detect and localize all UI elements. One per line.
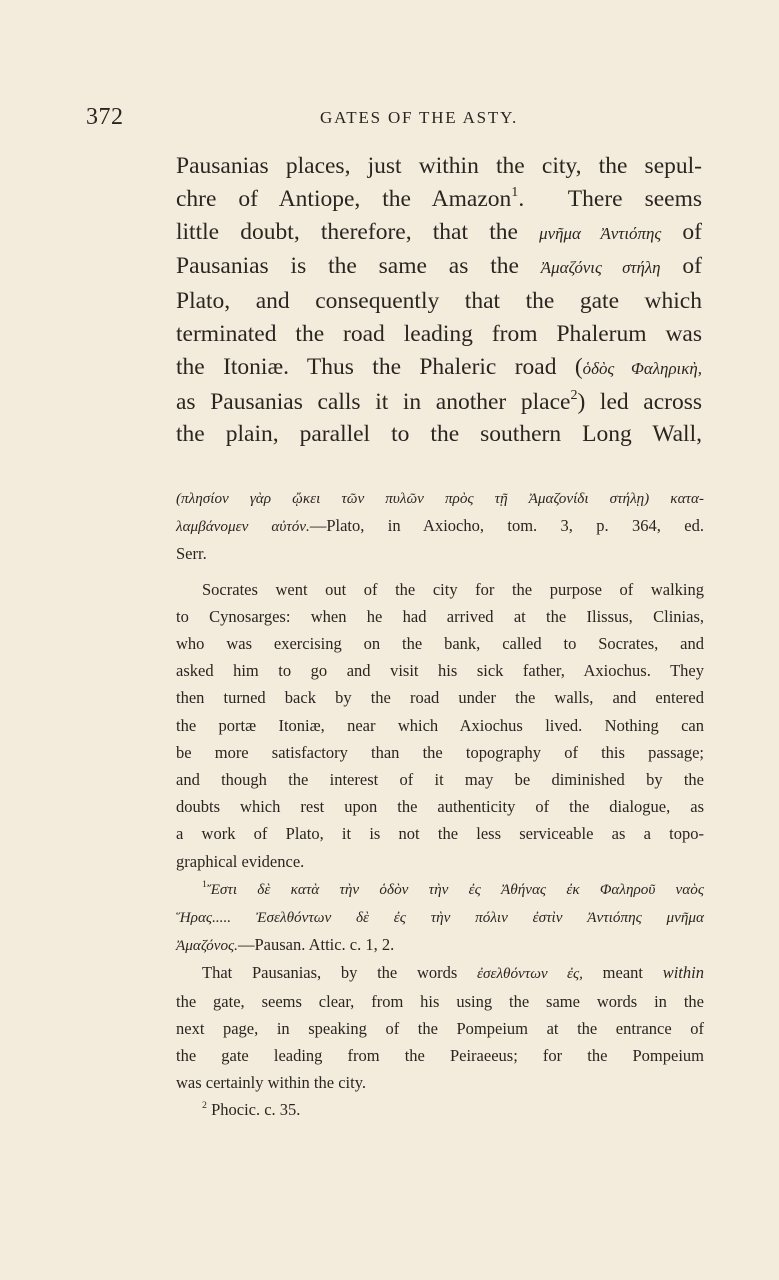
note-line <box>176 484 704 512</box>
note-line: λαμβάνομεν αὐτόν.—Plato, in Axiocho, tom. 3, p. 364, ed. <box>176 516 704 536</box>
note-line: was certainly within the city. <box>176 1073 366 1093</box>
footnote-marker: 2 <box>202 1100 207 1112</box>
greek-text: Ἀμαζόνος. <box>176 937 238 955</box>
main-line: Pausanias is the same as the Ἀμαζόνις στήλη of <box>176 253 702 280</box>
main-line: the plain, parallel to the southern Long Wall, <box>176 421 702 448</box>
note-line: That Pausanias, by the words ἐσελθόντων ἐς, meant within <box>202 963 704 983</box>
main-line: chre of Antiope, the Amazon$^1$. There seems <box>176 183 702 212</box>
note-line <box>176 903 704 931</box>
note-line: $^2$ Phocic. c. 35. <box>202 1100 301 1120</box>
greek-text: ὁδὸς Φαληρικὴ, <box>582 358 702 378</box>
note-line: a work of Plato, it is not the less serviceable as a topo- <box>176 824 704 844</box>
note-line: doubts which rest upon the authenticity of the dialogue, as <box>176 797 704 817</box>
note-line: and though the interest of it may be diminished by the <box>176 770 704 790</box>
footnotes <box>176 484 704 1124</box>
greek-text: λαμβάνομεν αὐτόν. <box>176 518 310 536</box>
main-text <box>176 150 702 451</box>
running-title: GATES OF THE ASTY. <box>320 108 519 127</box>
main-line: Pausanias places, just within the city, the sepul- <box>176 153 702 179</box>
greek-text: Ἥρας..... Ἐσελθόντων δὲ ἐς τὴν πόλιν ἐστὶν Ἀντιόπης μνῆμα <box>176 909 704 927</box>
greek-text: (πλησίον γὰρ ᾤκει τῶν πυλῶν πρὸς τῇ Ἀμαζονίδι στήλῃ) κατα- <box>176 490 704 507</box>
greek-text: Ἀμαζόνις στήλη <box>540 258 661 278</box>
footnote-ref: 1 <box>511 183 519 200</box>
footnote-marker: 1 <box>202 878 207 890</box>
note-line: asked him to go and visit his sick father, Axiochus. They <box>176 661 704 681</box>
page-header <box>86 104 700 134</box>
footnote-ref: 2 <box>570 386 578 403</box>
note-line: then turned back by the road under the walls, and entered <box>176 688 704 708</box>
note-line: Serr. <box>176 544 207 564</box>
note-line <box>176 875 704 903</box>
note-line: next page, in speaking of the Pompeium at the entrance of <box>176 1018 704 1038</box>
note-line: to Cynosarges: when he had arrived at the Ilissus, Clinias, <box>176 606 704 626</box>
note-line: graphical evidence. <box>176 851 305 871</box>
emphasis: within <box>662 963 704 983</box>
note-line: be more satisfactory than the topography of this passage; <box>176 742 704 762</box>
note-line: the gate, seems clear, from his using the same words in the <box>176 991 704 1011</box>
note-line: Ἀμαζόνος.—Pausan. Attic. c. 1, 2. <box>176 935 395 955</box>
main-line: Plato, and consequently that the gate which <box>176 288 702 315</box>
main-line: as Pausanias calls it in another place$^2$) led across <box>176 386 702 415</box>
note-line: the portæ Itoniæ, near which Axiochus lived. Nothing can <box>176 715 704 735</box>
main-line: the Itoniæ. Thus the Phaleric road (ὁδὸς Φαληρικὴ, <box>176 353 702 380</box>
note-line: who was exercising on the bank, called to Socrates, and <box>176 634 704 654</box>
greek-text: μνῆμα Ἀντιόπης <box>539 223 662 243</box>
main-line: terminated the road leading from Phalerum was <box>176 320 702 347</box>
page-number: 372 <box>86 104 124 130</box>
main-line: little doubt, therefore, that the μνῆμα Ἀντιόπης of <box>176 218 703 245</box>
greek-text: ἐσελθόντων ἐς, <box>477 965 583 983</box>
note-line: Socrates went out of the city for the purpose of walking <box>202 579 704 599</box>
greek-text: Ἔστι δὲ κατὰ τὴν ὁδὸν τὴν ἐς Ἀθήνας ἐκ Φαληροῦ ναὸς <box>206 880 704 898</box>
note-line: the gate leading from the Peiraeeus; for the Pompeium <box>176 1046 704 1066</box>
